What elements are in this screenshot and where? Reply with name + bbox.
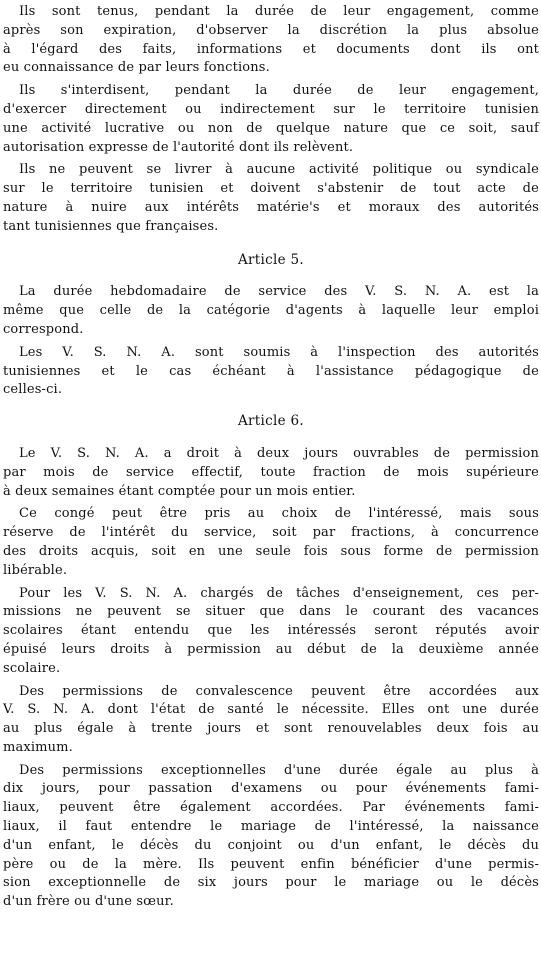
text-line: à deux semaines étant comptée pour un mois entier.: [3, 483, 356, 499]
text-line: Ils ne peuvent se livrer à aucune activité politique ou syndicale: [19, 162, 539, 178]
text-line: Des permissions de convalescence peuvent être accordées aux: [19, 683, 539, 699]
text-line: des droits acquis, soit en une seule fois sous forme de permission: [3, 543, 539, 559]
paragraph: [3, 505, 539, 580]
text-line: Ils sont tenus, pendant la durée de leur engagement, comme: [19, 4, 539, 19]
text-line: liaux, peuvent être également accordées. Par événements fami-: [3, 800, 539, 816]
text-line: nature à nuire aux intérêts matérie's et moraux des autorités: [3, 199, 539, 215]
text-line: maximum.: [3, 739, 73, 755]
section-intro: [3, 3, 539, 237]
text-line: d'un frère ou d'une sœur.: [3, 894, 174, 910]
text-line: une activité lucrative ou non de quelque nature que ce soit, sauf: [3, 120, 539, 136]
text-line: sur le territoire tunisien et doivent s'abstenir de tout acte de: [3, 181, 539, 197]
text-line: père ou de la mère. Ils peuvent enfin bénéficier d'une permis-: [3, 856, 539, 872]
text-line: d'exercer directement ou indirectement sur le territoire tunisien: [3, 101, 539, 117]
paragraph: [3, 344, 539, 400]
paragraph: [3, 683, 539, 758]
text-line: tant tunisiennes que françaises.: [3, 218, 219, 234]
text-line: Pour les V. S. N. A. chargés de tâches d'enseignement, ces per-: [19, 585, 539, 601]
text-line: d'un enfant, le décès du conjoint ou d'un enfant, le décès du: [3, 837, 539, 853]
paragraph: [3, 82, 539, 157]
section-article-6: [3, 412, 539, 912]
text-line: réserve de l'intérêt du service, soit par fractions, à concurrence: [3, 525, 539, 541]
text-line: autorisation expresse de l'autorité dont ils relèvent.: [3, 139, 354, 155]
text-line: à l'égard des faits, informations et documents dont ils ont: [3, 41, 539, 57]
text-line: sion exceptionnelle de six jours pour le mariage ou le décès: [3, 875, 539, 891]
text-line: par mois de service effectif, toute fraction de mois supérieure: [3, 464, 539, 480]
text-line: liaux, il faut entendre le mariage de l'intéressé, la naissance: [3, 819, 539, 835]
text-line: au plus égale à trente jours et sont renouvelables deux fois au: [3, 721, 539, 737]
paragraph: [3, 445, 539, 501]
text-line: même que celle de la catégorie d'agents à laquelle leur emploi: [3, 303, 539, 319]
text-line: dix jours, pour passation d'examens ou pour événements fami-: [3, 781, 539, 797]
text-line: après son expiration, d'observer la discrétion la plus absolue: [3, 22, 539, 38]
text-line: libérable.: [3, 562, 68, 578]
text-line: celles-ci.: [3, 382, 63, 398]
text-line: scolaires étant entendu que les intéressés seront réputés avoir: [3, 623, 539, 639]
article-heading: Article 6.: [238, 413, 304, 430]
paragraph: [3, 3, 539, 78]
text-line: Les V. S. N. A. sont soumis à l'inspection des autorités: [19, 344, 539, 360]
text-line: Des permissions exceptionnelles d'une durée égale au plus à: [19, 762, 539, 778]
paragraph: [3, 762, 539, 912]
text-line: eu connaissance de par leurs fonctions.: [3, 60, 270, 76]
text-line: tunisiennes et le cas échéant à l'assistance pédagogique de: [3, 363, 539, 379]
text-line: missions ne peuvent se situer que dans le courant des vacances: [3, 604, 539, 620]
text-line: V. S. N. A. dont l'état de santé le nécessite. Elles ont une durée: [3, 702, 539, 718]
text-line: épuisé leurs droits à permission au début de la deuxième année: [3, 641, 539, 657]
text-line: scolaire.: [3, 660, 61, 676]
text-line: Ce congé peut être pris au choix de l'intéressé, mais sous: [19, 506, 539, 522]
paragraph: [3, 161, 539, 236]
text-line: Ils s'interdisent, pendant la durée de leur engagement,: [19, 83, 539, 99]
text-line: Le V. S. N. A. a droit à deux jours ouvrables de permission: [19, 445, 539, 461]
section-article-5: [3, 251, 539, 401]
paragraph: [3, 283, 539, 339]
paragraph: [3, 585, 539, 679]
article-heading: Article 5.: [238, 251, 304, 268]
text-line: correspond.: [3, 321, 84, 337]
text-line: La durée hebdomadaire de service des V. S. N. A. est la: [19, 284, 539, 300]
